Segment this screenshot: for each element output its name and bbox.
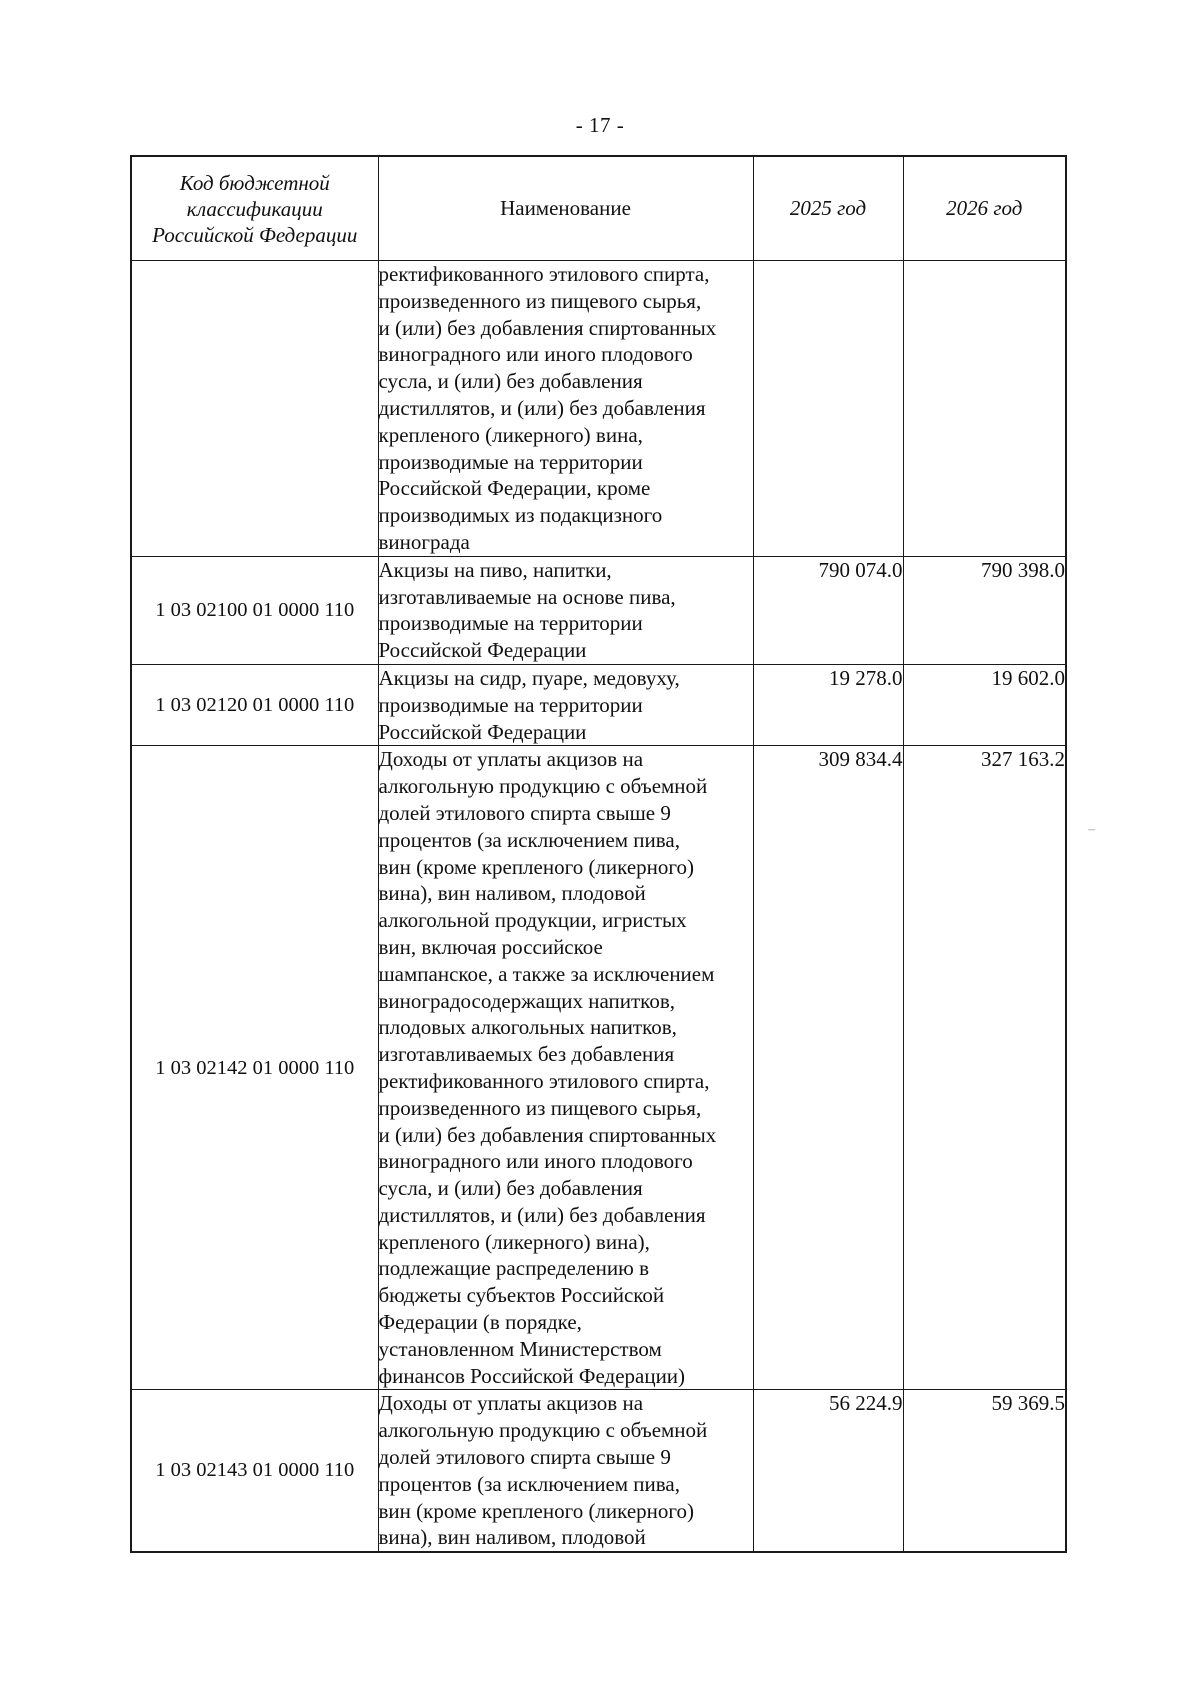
revenue-name-line: вин (кроме крепленого (ликерного) bbox=[378, 854, 694, 879]
revenue-name-line: алкогольную продукцию с объемной bbox=[378, 774, 708, 799]
page-number: - 17 - bbox=[575, 113, 625, 137]
revenue-name-line: сусла, и (или) без добавления bbox=[378, 369, 643, 394]
revenue-name-line: алкогольную продукцию с объемной bbox=[378, 1418, 708, 1443]
budget-code-cell: 1 03 02100 01 0000 110 bbox=[131, 556, 378, 664]
revenue-name-cell bbox=[378, 556, 753, 664]
value-2026-cell: 19 602.0 bbox=[903, 664, 1066, 745]
revenue-name-line: сусла, и (или) без добавления bbox=[378, 1176, 643, 1201]
header-row bbox=[131, 156, 1066, 261]
revenue-name-line: процентов (за исключением пива, bbox=[378, 1471, 680, 1496]
revenue-name-line: вина), вин наливом, плодовой bbox=[378, 881, 646, 906]
value-2025-cell: 56 224.9 bbox=[753, 1390, 903, 1552]
revenue-name-line: производимые на территории bbox=[378, 692, 643, 717]
revenue-name-cell bbox=[378, 261, 753, 557]
revenue-name-line: финансов Российской Федерации) bbox=[378, 1363, 686, 1388]
budget-code-cell: 1 03 02142 01 0000 110 bbox=[131, 746, 378, 1390]
header-year-2026: 2026 год bbox=[903, 156, 1066, 261]
revenue-name-cell bbox=[378, 746, 753, 1390]
table-row bbox=[131, 556, 1066, 664]
revenue-name-line: Доходы от уплаты акцизов на bbox=[378, 1391, 644, 1416]
revenue-name-line: Российской Федерации bbox=[378, 638, 587, 663]
header-code-line: Код бюджетной bbox=[179, 170, 330, 195]
revenue-name-line: изготавливаемые на основе пива, bbox=[378, 584, 676, 609]
budget-table bbox=[130, 155, 1067, 1553]
revenue-name-line: долей этилового спирта свыше 9 bbox=[378, 1445, 671, 1470]
header-code-line: Российской Федерации bbox=[152, 222, 358, 247]
table-row bbox=[131, 1390, 1066, 1552]
revenue-name-line: производимых из подакцизного bbox=[378, 503, 663, 528]
revenue-name-line: ректификованного этилового спирта, bbox=[378, 1068, 710, 1093]
revenue-name-cell bbox=[378, 664, 753, 745]
budget-code-cell bbox=[131, 261, 378, 557]
budget-code-cell: 1 03 02120 01 0000 110 bbox=[131, 664, 378, 745]
value-2026-cell bbox=[903, 261, 1066, 557]
revenue-name-line: виноградного или иного плодового bbox=[378, 1149, 693, 1174]
revenue-name-line: процентов (за исключением пива, bbox=[378, 827, 680, 852]
revenue-name-cell bbox=[378, 1390, 753, 1552]
revenue-name-line: подлежащие распределению в bbox=[378, 1256, 649, 1281]
value-2025-cell: 790 074.0 bbox=[753, 556, 903, 664]
value-2026-cell: 790 398.0 bbox=[903, 556, 1066, 664]
table-row bbox=[131, 746, 1066, 1390]
revenue-name-line: шампанское, а также за исключением bbox=[378, 961, 715, 986]
revenue-name-line: крепленого (ликерного) вина, bbox=[378, 422, 643, 447]
revenue-name-line: вина), вин наливом, плодовой bbox=[378, 1525, 646, 1550]
value-2025-cell: 19 278.0 bbox=[753, 664, 903, 745]
revenue-name-line: вин, включая российское bbox=[378, 934, 603, 959]
header-code bbox=[131, 156, 378, 261]
revenue-name-line: произведенного из пищевого сырья, bbox=[378, 1095, 702, 1120]
revenue-name-line: изготавливаемых без добавления bbox=[378, 1042, 675, 1067]
revenue-name-line: виноградосодержащих напитков, bbox=[378, 988, 675, 1013]
revenue-name-line: установленном Министерством bbox=[378, 1336, 662, 1361]
table-row bbox=[131, 664, 1066, 745]
revenue-name-line: Федерации (в порядке, bbox=[378, 1310, 582, 1335]
value-2025-cell: 309 834.4 bbox=[753, 746, 903, 1390]
revenue-name-line: Российской Федерации bbox=[378, 719, 587, 744]
revenue-name-line: Доходы от уплаты акцизов на bbox=[378, 747, 644, 772]
revenue-name-line: вин (кроме крепленого (ликерного) bbox=[378, 1498, 694, 1523]
revenue-name-line: ректификованного этилового спирта, bbox=[378, 262, 710, 286]
revenue-name-line: Акцизы на пиво, напитки, bbox=[378, 557, 612, 582]
revenue-name-line: виноградного или иного плодового bbox=[378, 342, 693, 367]
revenue-name-line: винограда bbox=[378, 529, 470, 554]
table-row bbox=[131, 261, 1066, 557]
budget-code-cell: 1 03 02143 01 0000 110 bbox=[131, 1390, 378, 1552]
revenue-name-line: производимые на территории bbox=[378, 449, 643, 474]
revenue-name-line: Акцизы на сидр, пуаре, медовуху, bbox=[378, 665, 680, 690]
header-name: Наименование bbox=[378, 156, 753, 261]
revenue-name-line: дистиллятов, и (или) без добавления bbox=[378, 395, 706, 420]
revenue-name-line: производимые на территории bbox=[378, 611, 643, 636]
scan-artifact: – bbox=[1088, 822, 1095, 837]
revenue-name-line: крепленого (ликерного) вина), bbox=[378, 1229, 650, 1254]
value-2026-cell: 327 163.2 bbox=[903, 746, 1066, 1390]
revenue-name-line: дистиллятов, и (или) без добавления bbox=[378, 1202, 706, 1227]
value-2026-cell: 59 369.5 bbox=[903, 1390, 1066, 1552]
header-code-line: классификации bbox=[186, 196, 323, 221]
revenue-name-line: алкогольной продукции, игристых bbox=[378, 908, 687, 933]
header-year-2025: 2025 год bbox=[753, 156, 903, 261]
revenue-name-line: произведенного из пищевого сырья, bbox=[378, 288, 702, 313]
revenue-name-line: и (или) без добавления спиртованных bbox=[378, 315, 717, 340]
revenue-name-line: плодовых алкогольных напитков, bbox=[378, 1015, 677, 1040]
revenue-name-line: бюджеты субъектов Российской bbox=[378, 1283, 665, 1308]
value-2025-cell bbox=[753, 261, 903, 557]
revenue-name-line: Российской Федерации, кроме bbox=[378, 476, 651, 501]
table-body bbox=[131, 261, 1066, 1553]
revenue-name-line: и (или) без добавления спиртованных bbox=[378, 1122, 717, 1147]
revenue-name-line: долей этилового спирта свыше 9 bbox=[378, 800, 671, 825]
